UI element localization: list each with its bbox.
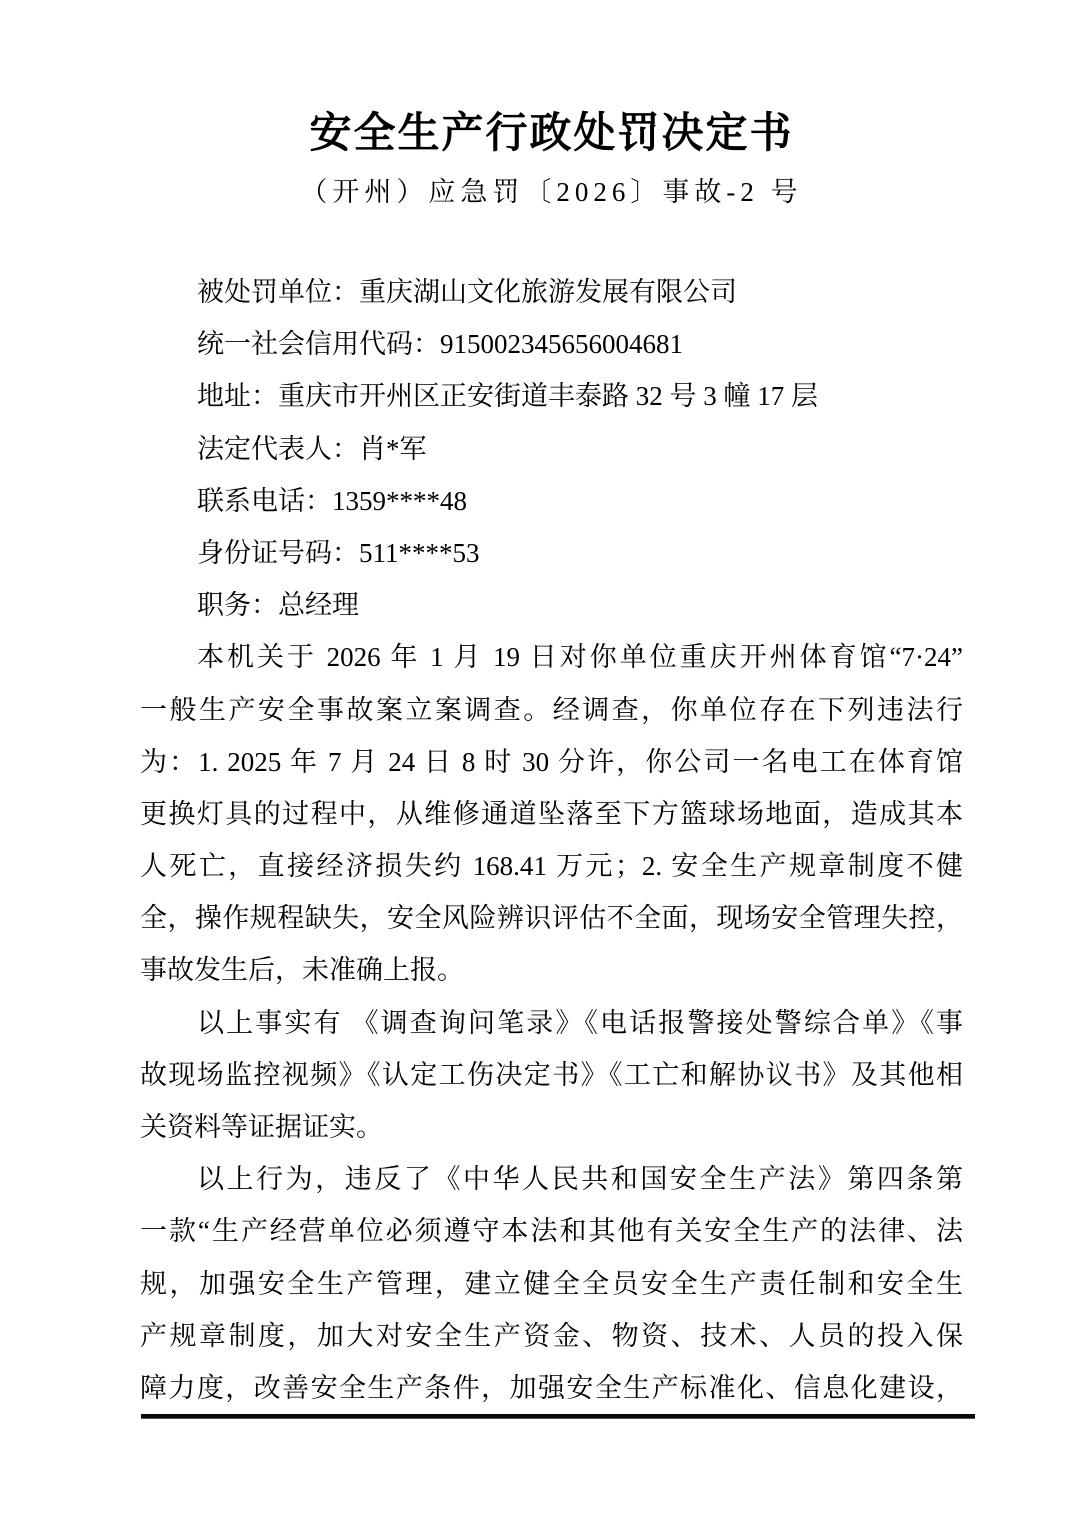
paragraph-line: 一般生产安全事故案立案调查。经调查，你单位存在下列违法行 [140,694,963,725]
paragraph-line: 关资料等证据证实。 [140,1112,383,1142]
paragraph-line: 以上行为，违反了《中华人民共和国安全生产法》第四条第 [197,1164,963,1195]
paragraph-facts [140,631,963,996]
paragraph-line: 故现场监控视频》《认定工伤决定书》《工亡和解协议书》及其他相 [140,1059,963,1090]
document-number: （开州）应急罚〔2026〕事故-2 号 [300,177,803,207]
info-position: 职务：总经理 [197,590,359,621]
info-credit-code: 统一社会信用代码：915002345656004681 [197,329,683,360]
page-bottom-rule [141,1414,975,1419]
paragraph-line: 为：1. 2025 年 7 月 24 日 8 时 30 分许，你公司一名电工在体育馆 [140,746,963,777]
info-phone: 联系电话：1359****48 [197,485,467,516]
paragraph-line: 规，加强安全生产管理，建立健全全员安全生产责任制和安全生 [140,1268,963,1299]
paragraph-line: 产规章制度，加大对安全生产资金、物资、技术、人员的投入保 [140,1320,963,1351]
paragraph-line: 一款“生产经营单位必须遵守本法和其他有关安全生产的法律、法 [140,1216,963,1247]
paragraph-evidence [140,997,963,1154]
paragraph-legal-basis [140,1153,963,1414]
paragraph-line: 全，操作规程缺失，安全风险辨识评估不全面，现场安全管理失控， [140,903,963,934]
document-title: 安全生产行政处罚决定书 [309,111,794,157]
info-address: 地址：重庆市开州区正安街道丰泰路 32 号 3 幢 17 层 [197,381,818,412]
paragraph-line: 事故发生后，未准确上报。 [140,955,464,986]
document-body [140,266,963,1414]
info-legal-representative: 法定代表人：肖*军 [197,433,427,464]
paragraph-line: 人死亡，直接经济损失约 168.41 万元；2. 安全生产规章制度不健 [140,851,963,882]
paragraph-line: 障力度，改善安全生产条件，加强安全生产标准化、信息化建设， [140,1372,963,1403]
paragraph-line: 以上事实有 《调查询问笔录》《电话报警接处警综合单》《事 [197,1007,963,1038]
paragraph-line: 更换灯具的过程中，从维修通道坠落至下方篮球场地面，造成其本 [140,798,963,829]
paragraph-line: 本机关于 2026 年 1 月 19 日对你单位重庆开州体育馆“7·24” [197,642,963,673]
info-penalized-unit: 被处罚单位：重庆湖山文化旅游发展有限公司 [197,277,737,307]
info-id-number: 身份证号码：511****53 [197,537,480,568]
